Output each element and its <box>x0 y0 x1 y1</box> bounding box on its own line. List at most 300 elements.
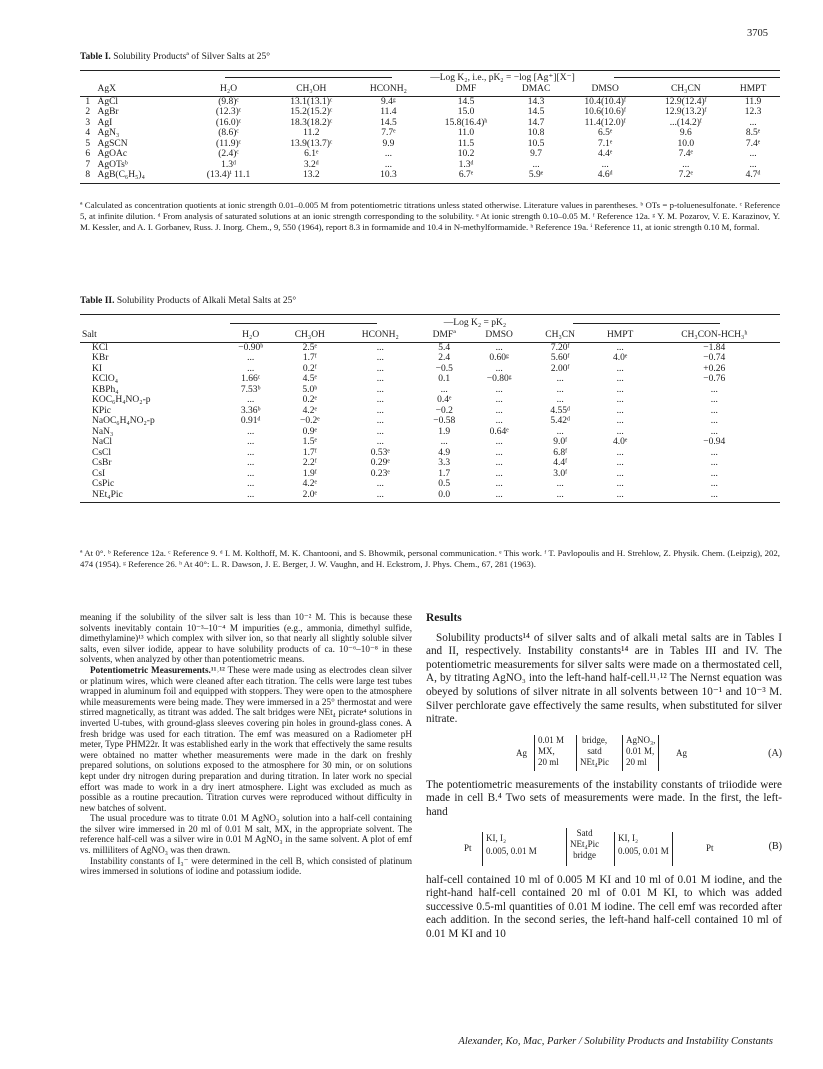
table-cell: −0.94 <box>703 437 726 447</box>
cell-a-salt: MX, <box>538 745 555 756</box>
table-cell: 3.3 <box>438 458 451 468</box>
table2-title: Solubility Products of Alkali Metal Salts at 25° <box>116 296 297 306</box>
table-cell: AgBr <box>97 107 119 117</box>
table-cell: 5.4 <box>438 342 451 353</box>
table-cell: ... <box>495 468 503 479</box>
cell-b-diagram <box>426 828 782 868</box>
table-cell: KBPh₄ <box>92 384 119 395</box>
table-cell: 7.2ᵉ <box>646 170 727 183</box>
table-header-cell: DMFª <box>419 330 470 342</box>
table-cell: ... <box>247 447 255 458</box>
table-cell: 5 <box>85 138 91 149</box>
table2-span-header: —Log K₂ = pK₂ <box>230 318 720 328</box>
table-cell: 7.53ᵇ <box>240 384 261 395</box>
table-cell: ... <box>616 395 624 405</box>
table-cell: CsI <box>92 468 106 479</box>
table-cell: ... <box>529 490 592 503</box>
table-cell: 15.0 <box>457 107 475 117</box>
cell-a-bridge-pic: NEt₄Pic <box>580 756 610 767</box>
table-cell: ...(14.2)ᶠ <box>669 117 702 128</box>
table-cell: 4.55ᵈ <box>550 405 570 416</box>
table-cell: 2.4 <box>438 353 451 363</box>
cell-b-left-conc: 0.005, 0.01 M <box>486 845 537 856</box>
table-cell: 6 <box>85 149 91 159</box>
table-cell: 0.91ᵈ <box>240 416 261 426</box>
table-cell: AgOAc <box>97 149 128 159</box>
table-cell: ... <box>710 447 718 458</box>
table-header-cell: HCONH₂ <box>342 330 419 342</box>
table-cell: 3.2ᵈ <box>303 159 319 170</box>
table-cell: −0.74 <box>703 353 726 363</box>
table-cell: AgN₃ <box>97 128 120 138</box>
table-cell: ... <box>495 437 503 447</box>
table-cell: ... <box>710 468 718 479</box>
table-cell: ... <box>376 353 384 363</box>
table-cell: 13.9(13.7)ᶜ <box>290 138 333 149</box>
table-cell: NaN₃ <box>92 426 114 437</box>
cell-a-agno3-conc: 0.01 M, <box>626 745 655 756</box>
right-paragraph-3: half-cell contained 10 ml of 0.005 M KI and 10 ml of 0.01 M iodine, and the right-hand half-cell contained 20 ml of 0.01 M KI, to which was added successive 0.5-ml quantities of 0.01 M iodine. The cell emf was recorded after each addition. In the second series, the left-hand half-cell contained 10 ml of 0.01 M KI and 10 <box>426 873 782 940</box>
table-cell: 9.6 <box>679 128 692 138</box>
table-cell: (11.9)ᶜ <box>216 138 242 149</box>
cell-a-left-electrode: Ag <box>516 747 527 758</box>
table-cell: 0.23ᵉ <box>370 468 390 479</box>
table-cell: CsCl <box>92 447 112 458</box>
table-cell: ... <box>247 468 255 479</box>
table-cell: ... <box>616 374 624 384</box>
table-cell: 14.5 <box>380 117 397 128</box>
table-cell: −0.80ᵍ <box>486 374 512 384</box>
table-cell: ... <box>616 342 624 353</box>
table-cell: KI <box>92 363 103 374</box>
table-cell: ... <box>495 416 503 426</box>
table-cell: 18.3(18.2)ᶜ <box>290 117 333 128</box>
table-header-cell: CH₃CN <box>646 84 727 96</box>
table-cell: 1.3ᵈ <box>458 159 474 170</box>
table-cell: 3 <box>85 117 91 128</box>
table-cell: ... <box>556 374 564 384</box>
table2-label: Table II. <box>80 296 115 306</box>
table-header-cell: CH₃OH <box>278 330 342 342</box>
right-paragraph-1: Solubility products¹⁴ of silver salts and of alkali metal salts are in Tables I and II, respectively. Instability constants¹⁴ are in Tables III and IV. The potentiometric measurements for silver salts were made on a thermostated cell, A, by titrating AgNO₃ into the left-hand half-cell.¹¹˒¹² The Nernst equation was obeyed by solutions of silver nitrate in all solvents between 10⁻¹ and 10⁻³ M. Silver perchlorate gave effectively the same results, when substituted for silver nitrate. <box>426 631 782 726</box>
cell-a-bridge: bridge, <box>581 734 608 745</box>
table-header-cell: CH₃CN <box>529 330 592 342</box>
table-cell: ... <box>495 395 503 405</box>
table-cell: KCl <box>92 342 108 353</box>
table-cell: 6.7ᵉ <box>425 170 508 183</box>
table-cell: (9.8)ᶜ <box>218 96 239 107</box>
table-cell: ... <box>470 490 529 503</box>
table-cell: 1.7ᶠ <box>302 353 317 363</box>
cell-b-right-conc: 0.005, 0.01 M <box>618 845 669 856</box>
table-cell: 0.2ᵉ <box>302 395 317 405</box>
table-cell: AgI <box>97 117 113 128</box>
table-cell: ... <box>495 458 503 468</box>
table2-footnote: ª At 0°. ᵇ Reference 12a. ᶜ Reference 9. ᵈ I. M. Kolthoff, M. K. Chantooni, and S. Bhowmik, personal communication. ᵉ This work. ᶠ T. Pavlopoulis and H. Strehlow, Z. Physik. Chem. (Leipzig), 202, 474 (1954). ᵍ Reference 26. ʰ At 40°: L. R. Dawson, J. E. Berger, J. W. Vaughn, and H. Eckstrom, J. Phys. Chem., 67, 281 (1963). <box>80 548 780 569</box>
table-cell: 1.9ᶠ <box>302 468 317 479</box>
table-cell: 7.4ᵉ <box>678 149 693 159</box>
table-row <box>80 149 780 160</box>
table-cell: ... <box>710 395 718 405</box>
cell-a-agno3-volume: 20 ml <box>626 756 647 767</box>
table-cell: 4.7ᵈ <box>726 170 780 183</box>
table-cell: KClO₄ <box>92 374 119 384</box>
table-row <box>80 353 780 364</box>
potentiometric-heading: Potentiometric Measurements.¹¹˒¹² <box>90 664 225 675</box>
table-cell: ... <box>649 490 780 503</box>
table-header-cell: CH₃CON-HCH₃ʰ <box>649 330 780 342</box>
cell-a-label: (A) <box>768 747 782 759</box>
table-cell: 0.53ᵉ <box>370 447 390 458</box>
table-cell: 0.29ᵉ <box>370 458 390 468</box>
table-cell: AgB(C₆H₅)₄ <box>95 170 186 183</box>
table-cell: ... <box>376 384 384 395</box>
table-cell: 0.5 <box>438 479 451 489</box>
table-header-cell: DMF <box>425 84 508 96</box>
table-cell: 4.2ᵉ <box>302 479 317 489</box>
table-cell: 10.3 <box>352 170 425 183</box>
table-cell: +0.26 <box>703 363 726 374</box>
table1-footnote: ª Calculated as concentration quotients at ionic strength 0.01–0.005 M from potentiometric titrations unless stated otherwise. Literature values in parentheses. ᵇ OTs = p-toluenesulfonate. ᶜ Reference 5, at infinite dilution. ᵈ From analysis of saturated solutions at an ionic strength corresponding to the solubility. ᵉ At ionic strength 0.10–0.05 M. ᶠ Reference 12a. ᵍ Y. M. Pozarov, V. E. Karazinov, Y. M. Kessler, and A. I. Gorbanev, Russ. J. Inorg. Chem., 9, 550 (1964), report 8.3 in formamide and 10.4 in N-methylformamide. ʰ Reference 19a. ⁱ Reference 11, at ionic strength 0.10 M, formal. <box>80 200 780 232</box>
table-cell: ... <box>376 374 384 384</box>
cell-a-volume: 20 ml <box>538 756 559 767</box>
table-cell: ... <box>710 479 718 489</box>
table-cell: (16.0)ᶜ <box>215 117 242 128</box>
table-header-cell: HMPT <box>726 84 780 96</box>
table1-span-header: —Log K₂, i.e., pK₂ = −log [Ag⁺][X⁻] <box>225 72 780 83</box>
table-cell: (12.3)ᶜ <box>215 107 242 117</box>
table-cell: 4.4ᵉ <box>598 149 613 159</box>
table-row <box>80 385 780 396</box>
table-row <box>80 170 780 183</box>
table-cell: ... <box>710 416 718 426</box>
table-cell: ... <box>376 426 384 437</box>
table-cell: 15.8(16.4)ʰ <box>444 117 488 128</box>
table-cell: 12.9(12.4)ᶠ <box>665 96 707 107</box>
table-cell: ... <box>495 342 503 353</box>
table-cell: ... <box>749 159 757 170</box>
table-cell: ... <box>376 479 384 489</box>
table-cell: 0.60ᵍ <box>489 353 509 363</box>
table-header-cell: HCONH₂ <box>352 84 425 96</box>
table-cell: 11.4 <box>380 107 397 117</box>
table-cell: ... <box>440 437 448 447</box>
table-cell: 6.8ᶠ <box>553 447 568 458</box>
table-cell: 11.4(12.0)ᶠ <box>584 117 626 128</box>
table-cell: 4.4ᶠ <box>553 458 568 468</box>
table-cell: CsPic <box>92 479 115 489</box>
table-cell: ... <box>495 479 503 489</box>
table-cell: 5.0ᵇ <box>302 384 318 395</box>
table-cell: ... <box>616 468 624 479</box>
table-cell: ... <box>247 426 255 437</box>
table-cell: 11.2 <box>303 128 320 138</box>
table-cell: ... <box>616 458 624 468</box>
cell-b-label: (B) <box>768 840 782 852</box>
table-cell: NaCl <box>92 437 113 447</box>
table1-caption <box>80 52 780 62</box>
table1 <box>80 84 780 184</box>
table-cell: 7.7ᵉ <box>381 128 396 138</box>
table-cell: ... <box>376 437 384 447</box>
left-paragraph-1: meaning if the solubility of the silver salt is less than 10⁻² M. This is because these solvents inevitably contain 10⁻³–10⁻⁴ M impurities (e.g., ammonia, dimethyl sulfide, dimethylamine)¹³ which complex with silver ion, so that nearly all slightly soluble silver salts, even silver iodide, appear to have solubility products of ca. 10⁻⁶–10⁻⁸ in these solvents, when analyzed by other than potentiometric means. <box>80 612 412 665</box>
table-cell: 7.4ᵉ <box>745 138 761 149</box>
table-cell: ... <box>376 416 384 426</box>
table-row <box>80 437 780 448</box>
table-cell: 2.00ᶠ <box>550 363 570 374</box>
table-cell: 4.6ᵈ <box>565 170 646 183</box>
table-cell: 0.9ᵉ <box>302 426 317 437</box>
table-row <box>80 96 780 107</box>
table-cell: ... <box>247 363 255 374</box>
table-cell: ... <box>376 342 384 353</box>
table-cell: 0.0 <box>419 490 470 503</box>
cell-b-bridge-pic: NEt₄Pic <box>570 838 600 849</box>
table-cell: 12.9(13.2)ᶠ <box>665 107 707 117</box>
table-cell: −0.90ᵇ <box>238 342 264 353</box>
table-cell: 5.42ᵈ <box>550 416 570 426</box>
table-cell: ... <box>616 447 624 458</box>
table-cell: 10.6(10.6)ᶠ <box>584 107 626 117</box>
table-row <box>80 139 780 150</box>
table-cell: ... <box>710 426 718 437</box>
table-row <box>80 448 780 459</box>
table-cell: 2.2ᶠ <box>302 458 317 468</box>
table-cell: 14.5 <box>457 96 475 107</box>
table2 <box>80 330 780 503</box>
table-cell: ... <box>495 405 503 416</box>
cell-a-agno3: AgNO₃, <box>626 734 656 745</box>
table-cell: ... <box>616 416 624 426</box>
table-cell: ... <box>495 447 503 458</box>
left-paragraph-4: Instability constants of I₃⁻ were determined in the cell B, which consisted of platinum wires immersed in solutions of iodine and potassium iodide. <box>80 855 412 877</box>
table-cell: 0.4ᵉ <box>437 395 452 405</box>
table-cell: 7.1ᵉ <box>598 138 613 149</box>
table-cell: ... <box>616 363 624 374</box>
table-cell: −0.58 <box>433 416 456 426</box>
left-paragraph-2 <box>80 665 412 813</box>
table-row <box>80 128 780 139</box>
table-cell: 1.3ᵈ <box>221 159 236 170</box>
left-column <box>80 612 412 877</box>
table-cell: 6.5ᵉ <box>598 128 613 138</box>
table-cell: ... <box>682 159 690 170</box>
table-cell: 15.2(15.2)ᶜ <box>290 107 333 117</box>
table-row <box>80 406 780 417</box>
cell-b-left-solution: KI, I₂ <box>486 832 507 843</box>
table-cell: −0.2 <box>435 405 453 416</box>
table-cell: ... <box>247 437 255 447</box>
table-header-cell: AgX <box>95 84 186 96</box>
table-cell: ... <box>247 479 255 489</box>
table-cell: CsBr <box>92 458 112 468</box>
table-cell: 4.0ᵉ <box>612 437 628 447</box>
table-cell: 4.5ᵉ <box>302 374 317 384</box>
table-cell: ... <box>384 149 392 159</box>
table-cell: −0.5 <box>435 363 453 374</box>
table1-label: Table I. <box>80 52 111 62</box>
cell-a-right-electrode: Ag <box>676 747 687 758</box>
cell-a-bridge-satd: satd <box>587 745 602 756</box>
table-cell: ... <box>532 159 540 170</box>
table-cell: ... <box>616 384 624 395</box>
table-cell: 12.3 <box>744 107 762 117</box>
table-cell: ... <box>342 490 419 503</box>
table-cell: 4.9 <box>438 447 451 458</box>
table-cell: ... <box>556 479 564 489</box>
table-row <box>80 374 780 385</box>
table-cell: 10.2 <box>457 149 475 159</box>
table-cell: 10.8 <box>527 128 545 138</box>
table-cell: ... <box>710 405 718 416</box>
table-header-cell: H₂O <box>187 84 271 96</box>
table-row <box>80 160 780 171</box>
table-cell: 2.5ᵉ <box>302 342 317 353</box>
table1-top-rule <box>80 70 780 71</box>
table-row <box>80 458 780 469</box>
table-cell: NaOC₆H₄NO₂-p <box>92 416 155 426</box>
table-cell: ... <box>376 363 384 374</box>
table-row <box>80 118 780 129</box>
table-cell: 0.2ᶠ <box>302 363 317 374</box>
table-cell: ... <box>749 149 757 159</box>
table-cell: 5.9ᵉ <box>507 170 565 183</box>
table-cell: 1.66ᶜ <box>241 374 261 384</box>
table-header-cell: DMSO <box>470 330 529 342</box>
table-cell: 9.4ᵍ <box>381 96 396 107</box>
table-cell: ... <box>556 395 564 405</box>
table-cell: 4.2ᵉ <box>302 405 317 416</box>
table1-title: Solubility Productsª of Silver Salts at 25° <box>113 52 271 62</box>
right-paragraph-2: The potentiometric measurements of the instability constants of triiodide were made in cell B.⁴ Two sets of measurements were made. In the first, the left-hand <box>426 778 782 818</box>
table-cell: ... <box>384 159 392 170</box>
cell-b-left-electrode: Pt <box>464 842 472 853</box>
table-cell: 9.9 <box>382 138 395 149</box>
table-cell: (2.4)ᶜ <box>218 149 239 159</box>
table-cell: KPic <box>92 405 111 416</box>
cell-b-right-solution: KI, I₂ <box>618 832 639 843</box>
table-cell: 8 <box>80 170 95 183</box>
table-cell: 2 <box>85 107 91 117</box>
table-cell: AgOTsᵇ <box>97 159 128 170</box>
table-cell: AgCl <box>97 96 119 107</box>
table-cell: 11.5 <box>457 138 475 149</box>
table-cell: −0.76 <box>703 374 726 384</box>
table-cell: ... <box>556 384 564 395</box>
table-cell: ... <box>495 363 503 374</box>
table-header-cell: DMSO <box>565 84 646 96</box>
right-column <box>426 612 782 942</box>
cell-a-diagram <box>426 735 782 773</box>
table-cell: 13.1(13.1)ᶜ <box>290 96 333 107</box>
table-cell: ... <box>601 159 609 170</box>
table-header-cell: HMPT <box>592 330 649 342</box>
table-row <box>80 490 780 503</box>
table-cell: 7.20ᶠ <box>550 342 570 353</box>
table-row <box>80 107 780 118</box>
table-cell: ... <box>616 479 624 489</box>
table-cell: 1 <box>85 96 91 107</box>
table-cell: 5.60ᶠ <box>550 353 570 363</box>
cell-b-right-electrode: Pt <box>706 842 714 853</box>
cell-b-bridge-satd: Satd <box>576 827 593 838</box>
table-cell: 6.1ᵉ <box>304 149 319 159</box>
results-heading: Results <box>426 612 462 624</box>
table-cell: ... <box>440 384 448 395</box>
table-header-cell: Salt <box>80 330 224 342</box>
left-paragraph-2-text: These were made using as electrodes clean silver or platinum wires, which were cleaned after each titration. The cells were large test tubes wrapped in aluminum foil and equipped with stoppers. They were open to the atmosphere while measurements were being made. They were immersed in a 25° thermostat and were stirred magnetically, as titrant was added. The salt bridges were NEt₄ picrate⁴ solutions in inverted U-tubes, with ground-glass sleeves covering pin holes in ground-glass cones. A fresh bridge was used for each titration. The emf was measured on a Radiometer pH meter, Type PHM22r. It was established early in the work that effectively the same results were obtained no matter whether measurements were made in the dark on freshly prepared solutions, on solutions exposed to the atmosphere for 30 min, or on solutions kept under dry nitrogen during preparation and during titration. In later work no special effort was made to work in a dry inert atmosphere. Light was excluded as much as possible as a routine precaution. Titration curves were reproduced without difficulty in new batches of solvent. <box>80 664 412 813</box>
table-cell: ... <box>376 395 384 405</box>
running-footer: Alexander, Ko, Mac, Parker / Solubility Products and Instability Constants <box>458 1036 773 1047</box>
table-cell: ... <box>616 426 624 437</box>
table-cell: ... <box>247 353 255 363</box>
table-cell: 4 <box>85 128 91 138</box>
table-cell: 10.5 <box>527 138 545 149</box>
table-cell: 10.0 <box>677 138 695 149</box>
table-cell: ... <box>247 458 255 468</box>
table-cell: 7 <box>85 159 91 170</box>
table-cell: ... <box>495 384 503 395</box>
table-cell: 8.5ᵉ <box>745 128 761 138</box>
cell-a-conc: 0.01 M <box>538 734 565 745</box>
table-cell: 0.64ᵉ <box>489 426 509 437</box>
table-cell: −0.2ᵉ <box>299 416 320 426</box>
table-cell: 0.1 <box>438 374 451 384</box>
table-cell: 10.4(10.4)ᶠ <box>584 96 626 107</box>
table-cell: 1.5ᵉ <box>302 437 317 447</box>
table-row <box>80 342 780 353</box>
table-cell: AgSCN <box>97 138 128 149</box>
table-row <box>80 479 780 490</box>
table-row <box>80 364 780 375</box>
table2-caption <box>80 296 780 306</box>
table-cell: 4.0ᵉ <box>612 353 628 363</box>
page-number: 3705 <box>747 28 768 39</box>
table-cell: 3.0ᶠ <box>553 468 568 479</box>
table-row <box>80 427 780 438</box>
table-cell: ... <box>224 490 278 503</box>
table-cell: 9.0ᶠ <box>553 437 568 447</box>
table-cell: 2.0ᵉ <box>278 490 342 503</box>
table-cell: ... <box>710 458 718 468</box>
table-cell: 1.7ᶠ <box>302 447 317 458</box>
table-header-cell: DMAC <box>507 84 565 96</box>
table-cell: 14.7 <box>527 117 545 128</box>
left-paragraph-3: The usual procedure was to titrate 0.01 M AgNO₃ solution into a half-cell containing the silver wire immersed in 20 ml of 0.01 M salt, MX, in the appropriate solvent. The reference half-cell was a silver wire in 0.01 M AgNO₃ in the same solvent. A plot of emf vs. milliliters of AgNO₃ was then drawn. <box>80 813 412 856</box>
cell-b-bridge: bridge <box>573 849 597 860</box>
table-cell: ... <box>556 426 564 437</box>
table-cell: ... <box>710 384 718 395</box>
table-cell: ... <box>749 117 757 128</box>
table-cell: 1.9 <box>438 426 451 437</box>
table-cell: 3.36ᵇ <box>240 405 261 416</box>
table-cell: ... <box>592 490 649 503</box>
table-cell: 13.2 <box>271 170 352 183</box>
table-cell: NEt₄Pic <box>80 490 224 503</box>
table-cell: KOC₆H₄NO₂-p <box>92 395 151 405</box>
table-header-cell: CH₃OH <box>271 84 352 96</box>
table-cell: ... <box>247 395 255 405</box>
table-cell: 14.3 <box>527 96 545 107</box>
table-cell: ... <box>616 405 624 416</box>
table-cell: ... <box>376 405 384 416</box>
table-cell: 11.9 <box>744 96 762 107</box>
table2-top-rule <box>80 314 780 315</box>
table-cell: 9.7 <box>530 149 543 159</box>
table-header-index <box>80 84 95 96</box>
table-cell: −1.84 <box>703 342 726 353</box>
table-cell: 11.0 <box>457 128 475 138</box>
